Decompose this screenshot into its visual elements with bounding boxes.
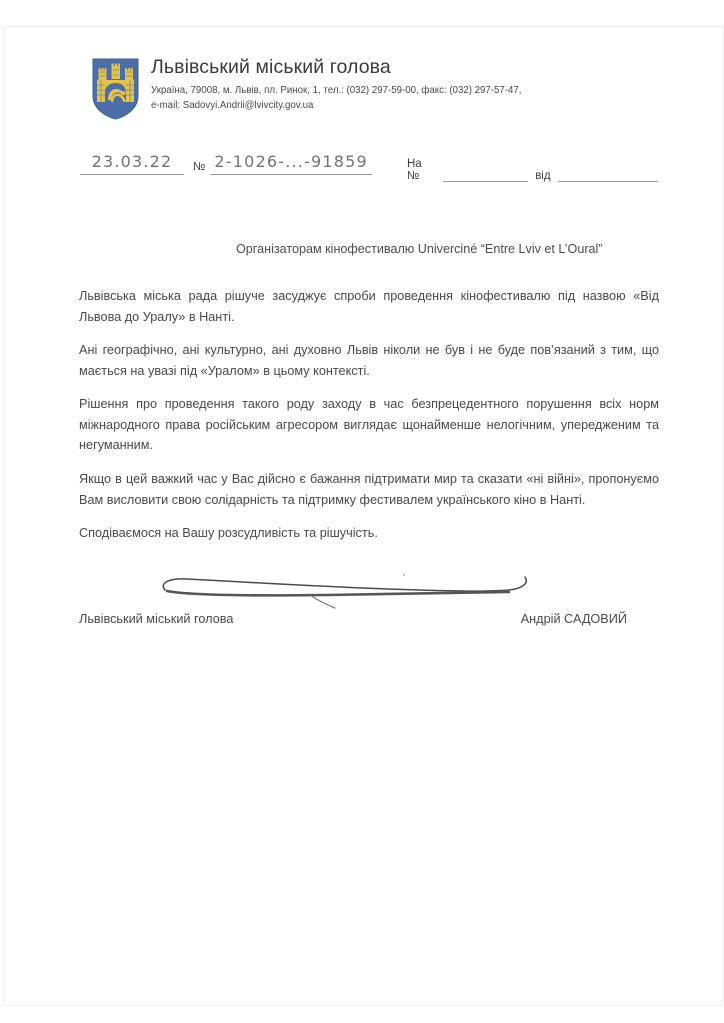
letterhead	[92, 57, 522, 120]
reference-line	[80, 152, 658, 186]
letterhead-contact	[151, 84, 522, 112]
reply-to-field[interactable]	[443, 170, 528, 182]
reply-date-field[interactable]	[558, 170, 658, 182]
signer-name: Андрій САДОВИЙ	[520, 612, 627, 626]
outgoing-date-field[interactable]	[80, 152, 184, 175]
handwritten-signature-icon	[157, 564, 535, 610]
signature-block	[79, 566, 659, 632]
outgoing-reference	[80, 152, 372, 175]
signer-position: Львівський міський голова	[79, 612, 234, 626]
incoming-reference	[407, 158, 658, 182]
body-paragraph: Якщо в цей важкий час у Вас дійсно є бажання підтримати мир та сказати «ні війні», пропонуємо Вам висловити свою солідарність та підтримку фестивалем українського кіно в Нанті.	[79, 472, 659, 507]
reply-date-label: від	[535, 170, 551, 182]
contact-address-line: Україна, 79008, м. Львів, пл. Ринок, 1, тел.: (032) 297-59-00, факс: (032) 297-57-47,	[151, 85, 522, 97]
outgoing-number-value: 2-1026-...-91859	[214, 152, 368, 171]
coat-of-arms-lviv-icon	[92, 58, 139, 120]
body-paragraph: Сподіваємося на Вашу розсудливість та рішучість.	[79, 526, 378, 541]
outgoing-number-label: №	[193, 161, 206, 173]
outgoing-number-field[interactable]	[210, 152, 372, 175]
contact-email-line: e-mail: Sadovyi.Andrii@lvivcity.gov.ua	[151, 99, 314, 111]
outgoing-date-value: 23.03.22	[91, 152, 173, 171]
body-paragraph: Львівська міська рада рішуче засуджує спроби проведення кінофестивалю під назвою «Від Львова до Уралу» в Нанті.	[79, 289, 659, 324]
body-paragraph: Рішення про проведення такого роду заходу в час безпрецедентного порушення всіх норм міжнародного права російським агресором виглядає щонайменше нелогічним, упередженим та негуманним.	[79, 397, 659, 453]
letter-body	[79, 286, 659, 544]
letterhead-title: Львівський міський голова	[151, 56, 391, 78]
addressee-block: Організаторам кінофестивалю Univerciné “Entre Lviv et L’Oural”	[236, 242, 603, 256]
letterhead-text	[151, 57, 522, 113]
signature-row	[79, 612, 659, 626]
body-paragraph: Ані географічно, ані культурно, ані духовно Львів ніколи не був і не буде пов’язаний з тим, що мається на увазі під «Уралом» в цьому контексті.	[79, 343, 659, 378]
reply-to-label: На №	[407, 158, 422, 182]
